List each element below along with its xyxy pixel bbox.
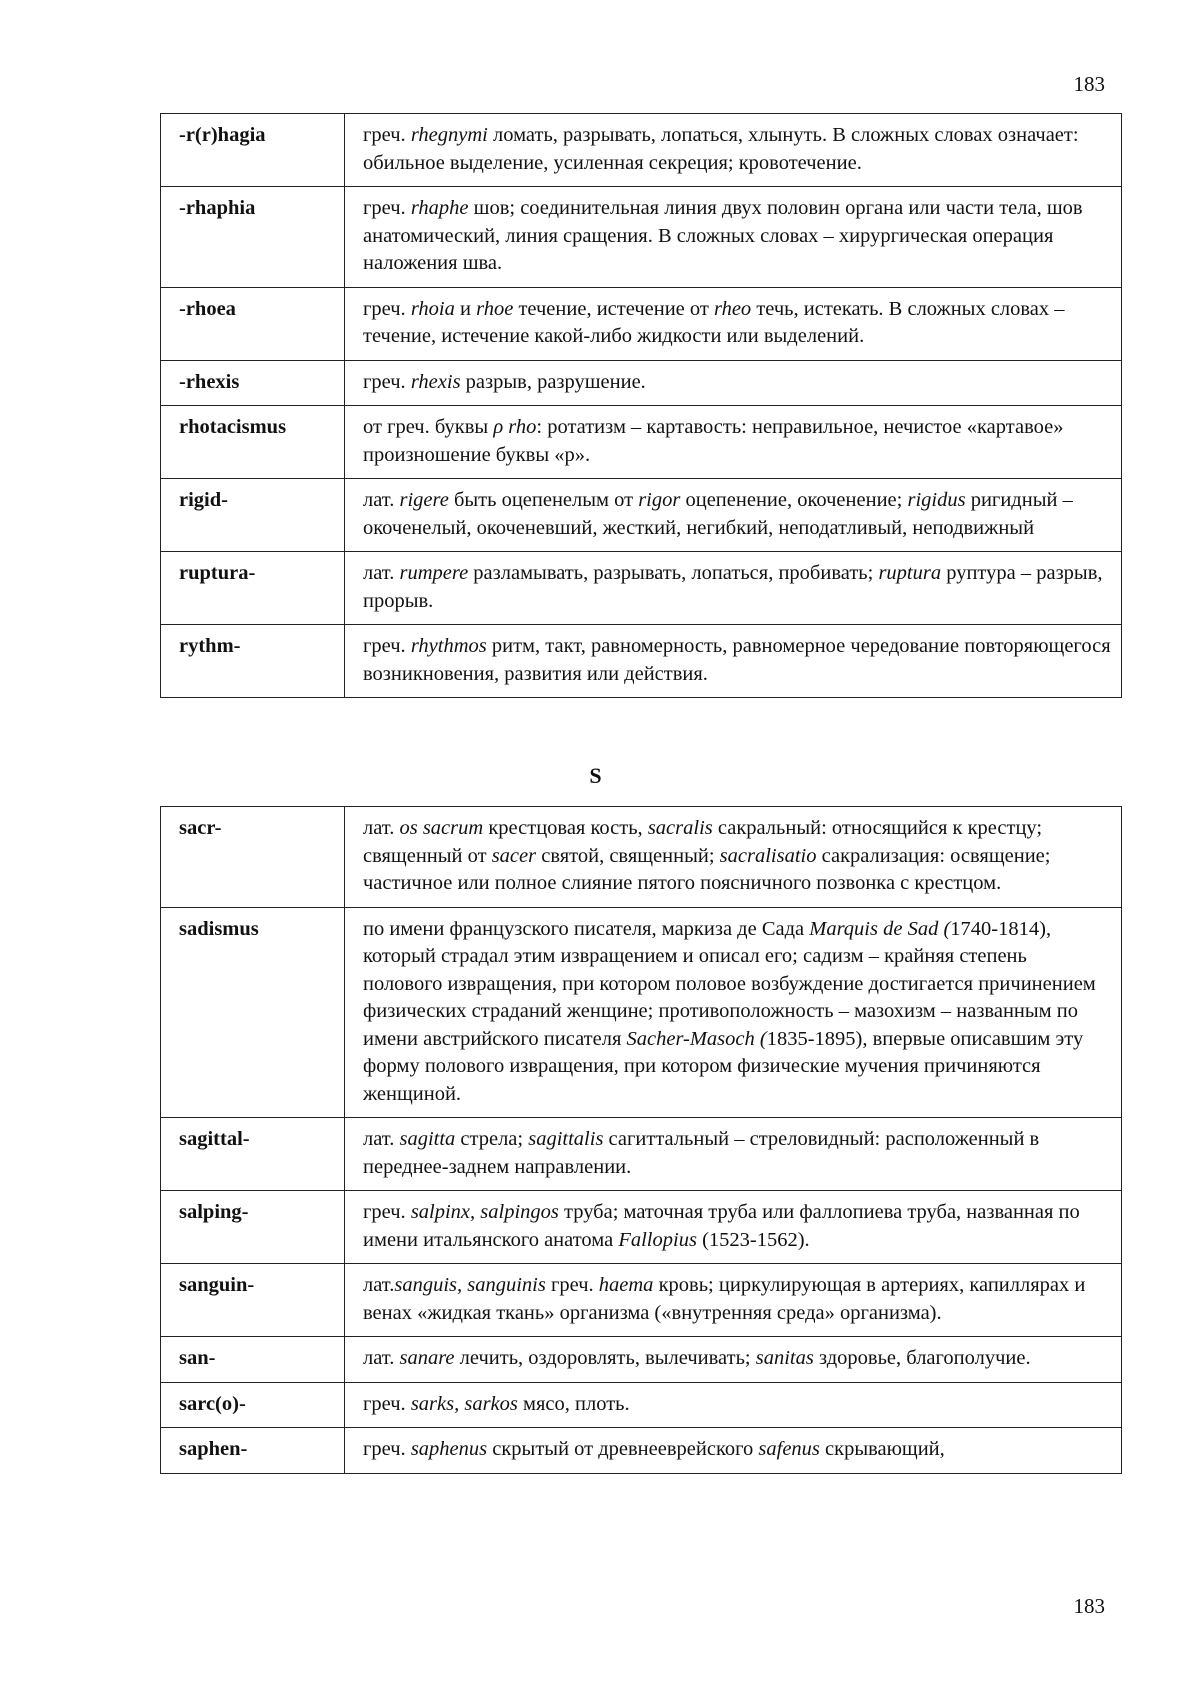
entry-definition [345,360,1122,406]
definition-italic-word: sagittalis [528,1128,604,1150]
definition-text: здоровье, благополучие. [813,1347,1031,1369]
definition-text: лат. [363,1128,400,1150]
definition-italic-word: saphenus [410,1438,488,1460]
definition-text: скрывающий, [819,1438,945,1460]
definition-italic-word: sagitta [399,1128,456,1150]
section-heading-s: S [589,763,602,788]
definition-text: : ротатизм – картавость: неправильное, нечистое «картавое» произношение буквы «р». [363,416,1064,466]
definition-text: и [454,297,477,320]
dictionary-entry [161,1264,1122,1337]
definition-italic-word: haema [598,1274,654,1296]
dictionary-entry [161,625,1122,698]
entry-term: sarc(o)- [161,1382,345,1428]
definition-italic-word: sanguis, sanguinis [394,1274,546,1296]
entry-definition [345,187,1122,288]
definition-text: греч. [363,124,411,146]
definition-text: ригидный – окоченелый, окоченевший, жесткий, негибкий, неподатливый, неподвижный [363,489,1073,539]
definition-text: течь, истекать. В сложных словах – течение, истечение какой-либо жидкости или выделений. [363,297,1065,347]
dictionary-entry [161,907,1122,1118]
page-number-top: 183 [1073,72,1105,96]
definition-italic-word: rhexis [410,370,461,393]
entry-term: -rhaphia [161,187,345,288]
entry-definition [345,406,1122,479]
definition-italic-word: sacralisatio [719,844,817,867]
entry-definition [345,907,1122,1118]
definition-text: оцепенение, окоченение; [680,489,908,511]
entry-term: -rhexis [161,360,345,406]
definition-text: греч. [363,1438,411,1460]
entry-term: sanguin- [161,1264,345,1337]
definition-text: течение, истечение от [513,297,714,320]
definition-italic-word: ρ rho [493,416,537,438]
definition-italic-word: safenus [758,1438,820,1460]
definition-italic-word: rumpere [399,562,469,584]
dictionary-entry [161,360,1122,406]
definition-italic-word: rhoia [410,297,455,320]
definition-italic-word: salpinx, salpingos [410,1201,559,1223]
entry-definition [345,114,1122,187]
definition-text: шов; соединительная линия двух половин органа или части тела, шов анатомический, линия сращения. В сложных словах – хирургическая операция наложения шва. [363,197,1083,274]
definition-text: крестцовая кость, [483,817,648,839]
definition-text: кровь; циркулирующая в артериях, капиллярах и венах «жидкая ткань» организма («внутренняя среда» организма). [363,1274,1086,1324]
definition-italic-word: os sacrum [399,817,484,839]
entry-term: san- [161,1337,345,1383]
definition-text: лат. [363,489,400,511]
definition-text: 1835-1895), впервые описавшим эту форму полового извращения, при котором физические мучения причиняются женщиной. [363,1027,1084,1105]
definition-text: греч. [363,370,411,393]
entry-definition [345,1191,1122,1264]
definition-italic-word: rhoe [476,297,514,320]
definition-italic-word: rigor [638,489,681,511]
definition-text: разрыв, разрушение. [460,370,646,393]
dictionary-entry [161,287,1122,360]
dictionary-entry [161,1382,1122,1428]
definition-text: лат. [363,562,400,584]
definition-text: сакральный: относящийся к крестцу; священный от [363,817,1043,867]
definition-italic-word: Fallopius [618,1228,697,1251]
definition-italic-word: Sacher-Masoch ( [626,1027,767,1050]
entry-definition [345,807,1122,908]
entry-term: sacr- [161,807,345,908]
definition-italic-word: sarks, sarkos [410,1392,518,1415]
dictionary-entry [161,552,1122,625]
definition-text: греч. [363,297,411,320]
entry-definition [345,479,1122,552]
entry-term: -r(r)hagia [161,114,345,187]
definition-italic-word: Marquis de Sad ( [809,917,951,940]
definition-text: скрытый от древнееврейского [487,1438,759,1460]
dictionary-entry [161,187,1122,288]
definition-text: сакрализация: освящение; частичное или полное слияние пятого поясничного позвонка с крестцом. [363,844,1051,894]
definition-italic-word: ruptura [878,562,942,584]
definition-text: святой, священный; [536,844,720,867]
definition-italic-word: rhegnymi [410,124,488,146]
definition-text: греч. [363,635,411,657]
dictionary-entry [161,1118,1122,1191]
definition-italic-word: rhaphe [410,197,469,219]
dictionary-entry [161,1191,1122,1264]
definition-italic-word: sanare [399,1347,455,1369]
definition-text: быть оцепенелым от [448,489,639,511]
entry-definition [345,1428,1122,1474]
definition-text: разламывать, разрывать, лопаться, пробивать; [468,562,879,584]
entry-definition [345,1382,1122,1428]
definition-text: от греч. буквы [363,416,494,438]
dictionary-entry [161,1337,1122,1383]
definition-text: лат. [363,1274,395,1296]
entry-definition [345,287,1122,360]
definition-text: труба; маточная труба или фаллопиева труба, названная по имени итальянского анатома [363,1201,1080,1251]
entry-term: rigid- [161,479,345,552]
definition-text: греч. [545,1274,599,1296]
definition-italic-word: rigere [399,489,449,511]
entry-definition [345,1118,1122,1191]
dictionary-entry [161,1428,1122,1474]
entry-term: -rhoea [161,287,345,360]
dictionary-entry [161,406,1122,479]
dictionary-entry [161,807,1122,908]
definition-text: греч. [363,1201,411,1223]
definition-text: лечить, оздоровлять, вылечивать; [454,1347,756,1369]
definition-text: стрела; [455,1128,529,1150]
definition-text: мясо, плоть. [517,1392,630,1415]
entry-term: rythm- [161,625,345,698]
entry-definition [345,1337,1122,1383]
definition-text: греч. [363,1392,411,1415]
entry-term: rhotacismus [161,406,345,479]
definition-text: лат. [363,817,400,839]
definition-text: греч. [363,197,411,219]
definition-text: лат. [363,1347,400,1369]
definition-text: руптура – разрыв, прорыв. [363,562,1103,612]
entry-term: salping- [161,1191,345,1264]
dictionary-table-s [160,806,1122,1474]
definition-italic-word: rhythmos [410,635,487,657]
dictionary-table-r [160,113,1122,698]
definition-text: 1740-1814), который страдал этим извращением и описал его; садизм – крайняя степень полового извращения, при котором половое возбуждение достигается причинением физических страданий женщине; противоположность – мазохизм – названным по имени австрийского писателя [363,917,1096,1050]
entry-definition [345,552,1122,625]
definition-text: (1523-1562). [696,1228,810,1251]
definition-italic-word: sacer [491,844,537,867]
definition-text: по имени французского писателя, маркиза де Сада [363,917,810,940]
definition-text: сагиттальный – стреловидный: расположенный в переднее-заднем направлении. [363,1128,1040,1178]
definition-italic-word: rigidus [907,489,966,511]
definition-text: ритм, такт, равномерность, равномерное чередование повторяющегося возникновения, развития или действия. [363,635,1111,685]
entry-definition [345,1264,1122,1337]
entry-term: ruptura- [161,552,345,625]
definition-italic-word: sanitas [755,1347,814,1369]
definition-text: ломать, разрывать, лопаться, хлынуть. В сложных словах означает: обильное выделение, усиленная секреция; кровотечение. [363,124,1079,174]
definition-italic-word: sacralis [647,817,713,839]
entry-term: saphen- [161,1428,345,1474]
dictionary-entry [161,114,1122,187]
entry-term: sagittal- [161,1118,345,1191]
definition-italic-word: rheo [713,297,752,320]
entry-definition [345,625,1122,698]
dictionary-entry [161,479,1122,552]
page-number-bottom: 183 [1073,1594,1105,1618]
entry-term: sadismus [161,907,345,1118]
